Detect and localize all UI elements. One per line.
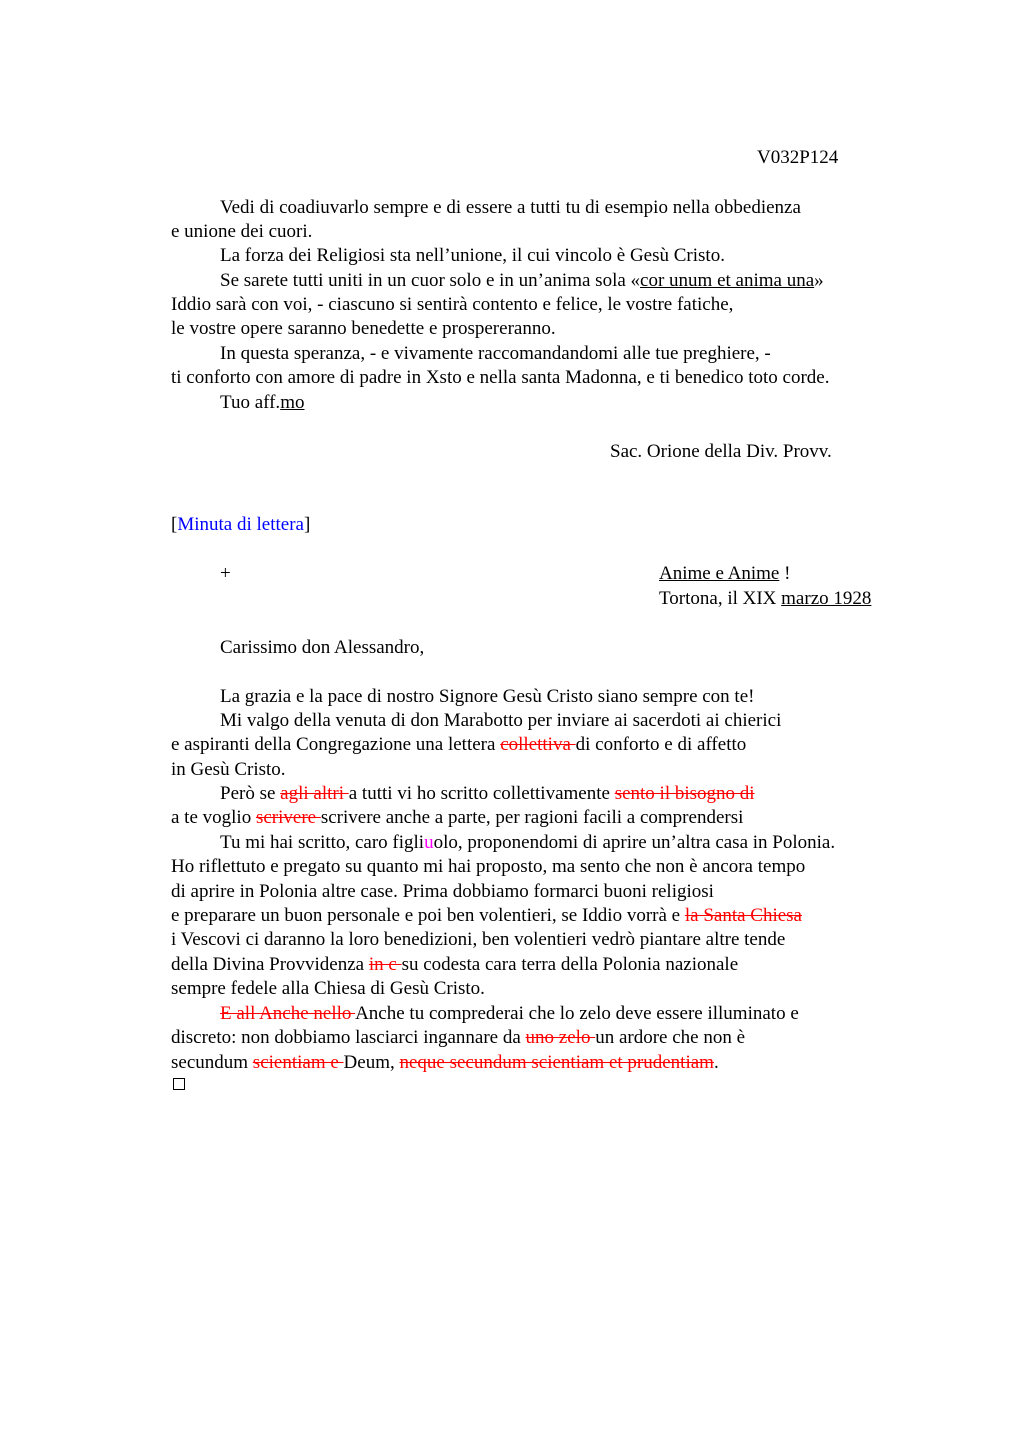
signature: Sac. Orione della Div. Provv. — [610, 441, 832, 462]
deleted-text: in c — [368, 954, 402, 975]
text-line: Mi valgo della venuta di don Marabotto per inviare ai sacerdoti ai chierici — [220, 710, 782, 731]
text-line — [220, 269, 824, 293]
text-run: scrivere anche a parte, per ragioni facili a comprendersi — [320, 807, 744, 828]
text-run: Tuo aff. — [220, 392, 281, 413]
text-line: In questa speranza, - e vivamente raccomandandomi alle tue preghiere, - — [220, 343, 771, 364]
text-run: della Divina Provvidenza — [171, 954, 369, 975]
text-run: su codesta cara terra della Polonia nazionale — [401, 954, 739, 975]
text-run: a te voglio — [171, 807, 256, 828]
text-line: sempre fedele alla Chiesa di Gesù Cristo. — [171, 978, 485, 999]
section-label: Minuta di lettera — [177, 514, 304, 535]
cross-mark: + — [220, 563, 231, 584]
text-run: un ardore che non è — [595, 1027, 746, 1048]
text-line: Vedi di coadiuvarlo sempre e di essere a tutti tu di esempio nella obbedienza — [220, 197, 801, 218]
text-run: ! — [779, 563, 791, 584]
deleted-text: collettiva — [500, 734, 576, 755]
text-line — [171, 904, 802, 928]
inserted-letter: u — [424, 832, 434, 853]
deleted-text: la Santa Chiesa — [684, 905, 802, 926]
text-line: ti conforto con amore di padre in Xsto e nella santa Madonna, e ti benedico toto corde. — [171, 367, 830, 388]
text-line: i Vescovi ci daranno la loro benedizioni, ben volentieri vedrò piantare altre tende — [171, 929, 786, 950]
deleted-text: neque secundum scientiam et prudentiam — [399, 1052, 714, 1073]
text-line — [171, 1051, 719, 1075]
text-line: di aprire in Polonia altre case. Prima dobbiamo formarci buoni religiosi — [171, 881, 714, 902]
text-run: Se sarete tutti uniti in un cuor solo e in un’anima sola « — [220, 270, 641, 291]
closing — [220, 391, 304, 415]
text-run: e aspiranti della Congregazione una lettera — [171, 734, 501, 755]
text-run: Anche tu compredera‌i che lo zelo deve essere illuminato e — [355, 1003, 799, 1024]
section-header — [171, 513, 310, 537]
text-line — [171, 953, 738, 977]
deleted-text: scientiam e — [252, 1052, 344, 1073]
text-run: Tu mi hai scritto, caro figli — [220, 832, 425, 853]
text-line — [220, 1002, 799, 1026]
text-run: . — [713, 1052, 719, 1073]
latin-quote: cor unum et anima una — [640, 270, 815, 291]
text-run: discreto: non dobbiamo lasciarci ingannare da — [171, 1027, 526, 1048]
text-run: secundum — [171, 1052, 253, 1073]
motto — [659, 562, 790, 586]
date-month-year: marzo 1928 — [781, 588, 872, 609]
text-line — [220, 782, 755, 806]
text-run: a tutti vi ho scritto collettivamente — [348, 783, 615, 804]
bracket: ] — [303, 514, 311, 535]
deleted-text: sento il bisogno di — [614, 783, 755, 804]
text-run: Tortona, il XIX — [659, 588, 782, 609]
text-run: e preparare un buon personale e poi ben volentieri, se Iddio vorrà e — [171, 905, 685, 926]
deleted-text: E all Anche nello — [220, 1003, 356, 1024]
page-code: V032P124 — [757, 147, 839, 168]
text-run: olo, proponendomi di aprire un’altra casa in Polonia. — [433, 832, 836, 853]
date-line — [659, 587, 871, 611]
text-line: in Gesù Cristo. — [171, 759, 286, 780]
text-line: le vostre opere saranno benedette e prospereranno. — [171, 318, 556, 339]
text-line: Iddio sarà con voi, - ciascuno si sentirà contento e felice, le vostre fatiche, — [171, 294, 734, 315]
text-run: Deum, — [343, 1052, 400, 1073]
text-line — [171, 733, 746, 757]
deleted-text: uno zelo — [525, 1027, 596, 1048]
text-line — [171, 1026, 745, 1050]
text-run: di conforto e di affetto — [575, 734, 747, 755]
text-line — [220, 831, 835, 855]
text-run: Però se — [220, 783, 281, 804]
bracket: [ — [171, 514, 178, 535]
motto-text: Anime e Anime — [659, 563, 780, 584]
text-run: » — [814, 270, 824, 291]
deleted-text: scrivere — [255, 807, 321, 828]
deleted-text: agli altri — [280, 783, 349, 804]
text-line: La grazia e la pace di nostro Signore Gesù Cristo siano sempre con te! — [220, 686, 755, 707]
salutation: Carissimo don Alessandro, — [220, 637, 425, 658]
text-line: La forza dei Religiosi sta nell’unione, il cui vincolo è Gesù Cristo. — [220, 245, 725, 266]
text-line — [171, 806, 743, 830]
text-line: e unione dei cuori. — [171, 221, 313, 242]
superscript-abbrev: mo — [280, 392, 305, 413]
end-box-symbol — [173, 1078, 185, 1090]
text-line: Ho riflettuto e pregato su quanto mi hai proposto, ma sento che non è ancora tempo — [171, 856, 806, 877]
